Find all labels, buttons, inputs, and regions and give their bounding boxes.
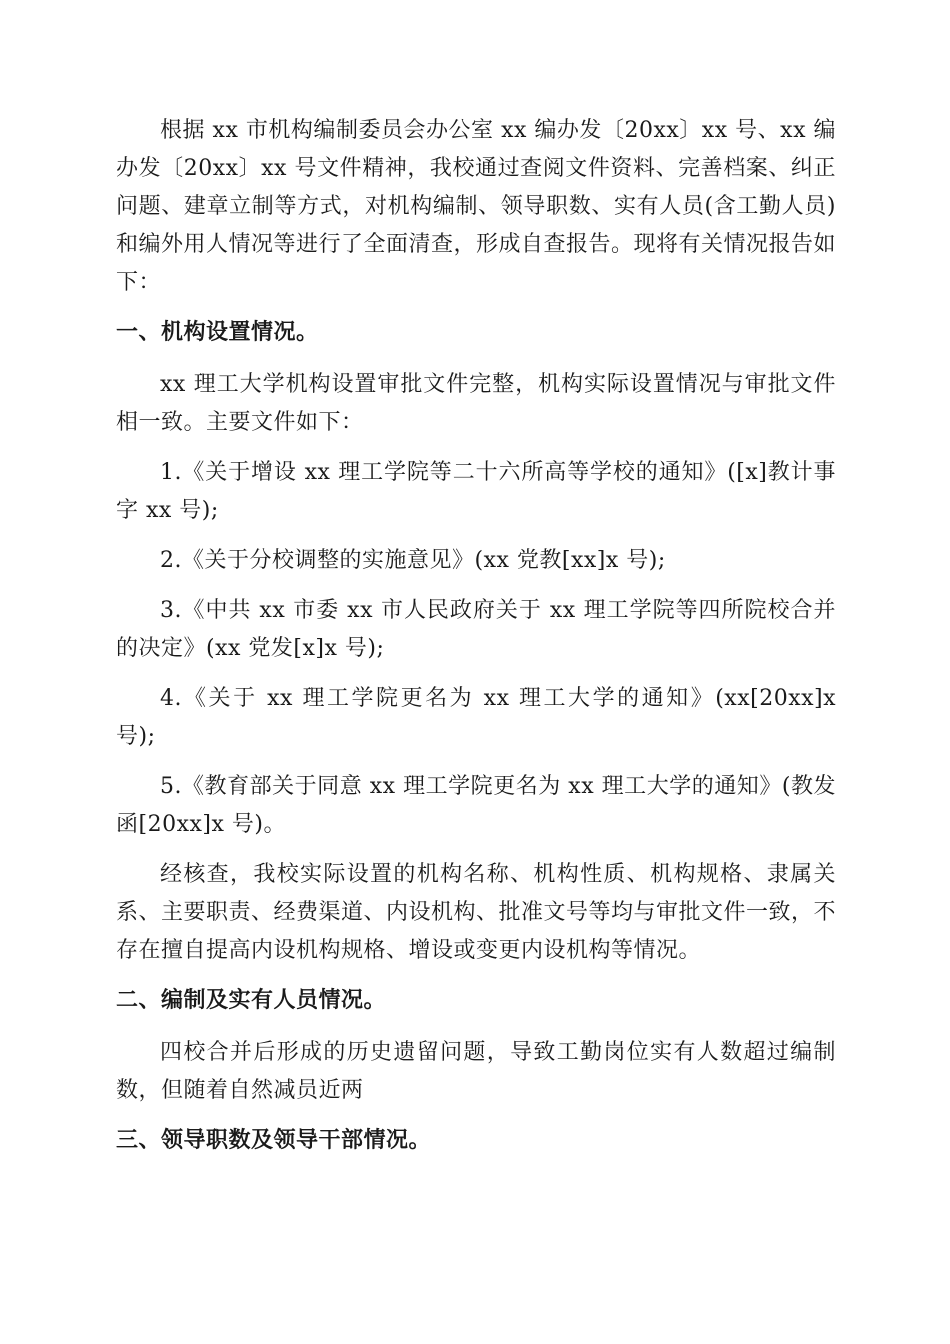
- document-list-item-1: 1.《关于增设 xx 理工学院等二十六所高等学校的通知》([x]教计事字 xx 号);: [116, 460, 836, 523]
- intro-paragraph: 根据 xx 市机构编制委员会办公室 xx 编办发〔20xx〕xx 号、xx 编办发〔20xx〕xx 号文件精神，我校通过查阅文件资料、完善档案、纠正问题、建章立制等方式，对机构编制、领导职数、实有人员(含工勤人员)和编外用人情况等进行了全面清查，形成自查报告。现将有关情况报告如下：: [116, 118, 837, 295]
- document-list-item-2: 2.《关于分校调整的实施意见》(xx 党教[xx]x 号);: [160, 548, 666, 573]
- document-list-item-5: 5.《教育部关于同意 xx 理工学院更名为 xx 理工大学的通知》(教发函[20xx]x 号)。: [116, 774, 836, 837]
- document-body: [116, 112, 836, 1174]
- section-1-intro: xx 理工大学机构设置审批文件完整，机构实际设置情况与审批文件相一致。主要文件如下：: [116, 372, 836, 435]
- section-1-heading: 一、机构设置情况。: [116, 320, 319, 345]
- document-list-item-4: 4.《关于 xx 理工学院更名为 xx 理工大学的通知》(xx[20xx]x 号);: [116, 686, 836, 749]
- section-2-body: 四校合并后形成的历史遗留问题，导致工勤岗位实有人数超过编制数，但随着自然减员近两: [116, 1040, 836, 1103]
- section-1-conclusion: 经核查，我校实际设置的机构名称、机构性质、机构规格、隶属关系、主要职责、经费渠道、内设机构、批准文号等均与审批文件一致，不存在擅自提高内设机构规格、增设或变更内设机构等情况。: [116, 862, 837, 963]
- document-list-item-3: 3.《中共 xx 市委 xx 市人民政府关于 xx 理工学院等四所院校合并的决定》(xx 党发[x]x 号);: [116, 598, 836, 661]
- section-2-heading: 二、编制及实有人员情况。: [116, 988, 387, 1013]
- section-3-heading: 三、领导职数及领导干部情况。: [116, 1128, 432, 1153]
